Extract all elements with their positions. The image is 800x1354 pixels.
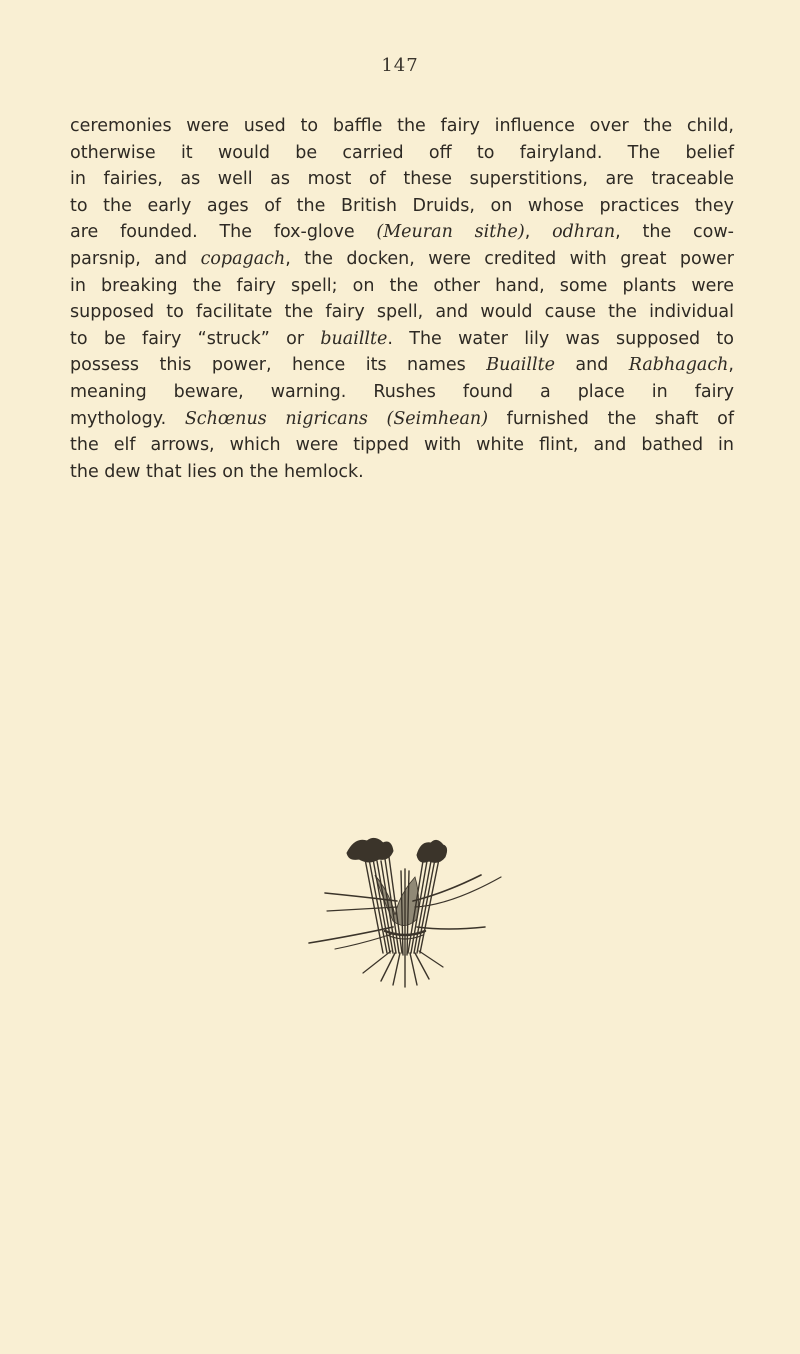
text-run: parsnip, and	[70, 248, 201, 269]
text-line	[70, 219, 734, 246]
italic-term: buaillte	[320, 328, 388, 349]
page-number: 147	[381, 55, 419, 76]
italic-term: (Meuran sithe)	[376, 222, 525, 243]
text-line	[70, 166, 734, 193]
text-run: possess this power, hence its names	[70, 355, 487, 376]
text-run: , the docken, were credited with great power	[285, 248, 734, 269]
text-run: supposed to facilitate the fairy spell, and would cause the individual	[70, 302, 734, 323]
body-paragraph	[70, 113, 734, 485]
text-line	[70, 193, 734, 220]
text-line	[70, 113, 734, 140]
text-run: ,	[524, 222, 553, 243]
text-run: to the early ages of the British Druids, on whose practices they	[70, 195, 734, 216]
text-line	[70, 299, 734, 326]
text-line	[70, 352, 734, 379]
text-run: the dew that lies on the hemlock.	[70, 461, 364, 482]
text-line	[70, 273, 734, 300]
text-line	[70, 432, 734, 459]
text-run: ceremonies were used to baffle the fairy influence over the child,	[70, 116, 734, 136]
text-run: to be fairy “struck” or	[70, 328, 321, 349]
rush-bundle-icon	[305, 835, 505, 990]
text-run: and	[554, 355, 629, 376]
text-run: furnished the shaft of	[488, 408, 734, 429]
text-line	[70, 459, 734, 486]
text-line	[70, 326, 734, 353]
text-run: . The water lily was supposed to	[387, 328, 734, 349]
text-run: , the cow-	[615, 222, 734, 243]
text-run: mythology.	[70, 408, 185, 429]
italic-term: copagach	[200, 248, 286, 269]
text-run: ,	[728, 355, 734, 376]
italic-term: Schœnus nigricans (Seimhean)	[184, 408, 489, 429]
text-line	[70, 246, 734, 273]
text-line	[70, 379, 734, 406]
italic-term: odhran	[552, 222, 616, 243]
text-line	[70, 406, 734, 433]
text-line	[70, 140, 734, 167]
italic-term: Rabhagach	[628, 355, 729, 376]
text-run: meaning beware, warning. Rushes found a place in fairy	[70, 381, 734, 402]
text-run: in breaking the fairy spell; on the other hand, some plants were	[70, 275, 734, 296]
italic-term: Buaillte	[486, 355, 555, 376]
text-run: the elf arrows, which were tipped with white flint, and bathed in	[70, 435, 734, 456]
text-run: in fairies, as well as most of these superstitions, are traceable	[70, 169, 734, 190]
text-run: are founded. The fox-glove	[70, 222, 377, 243]
text-run: otherwise it would be carried off to fairyland. The belief	[70, 142, 734, 163]
